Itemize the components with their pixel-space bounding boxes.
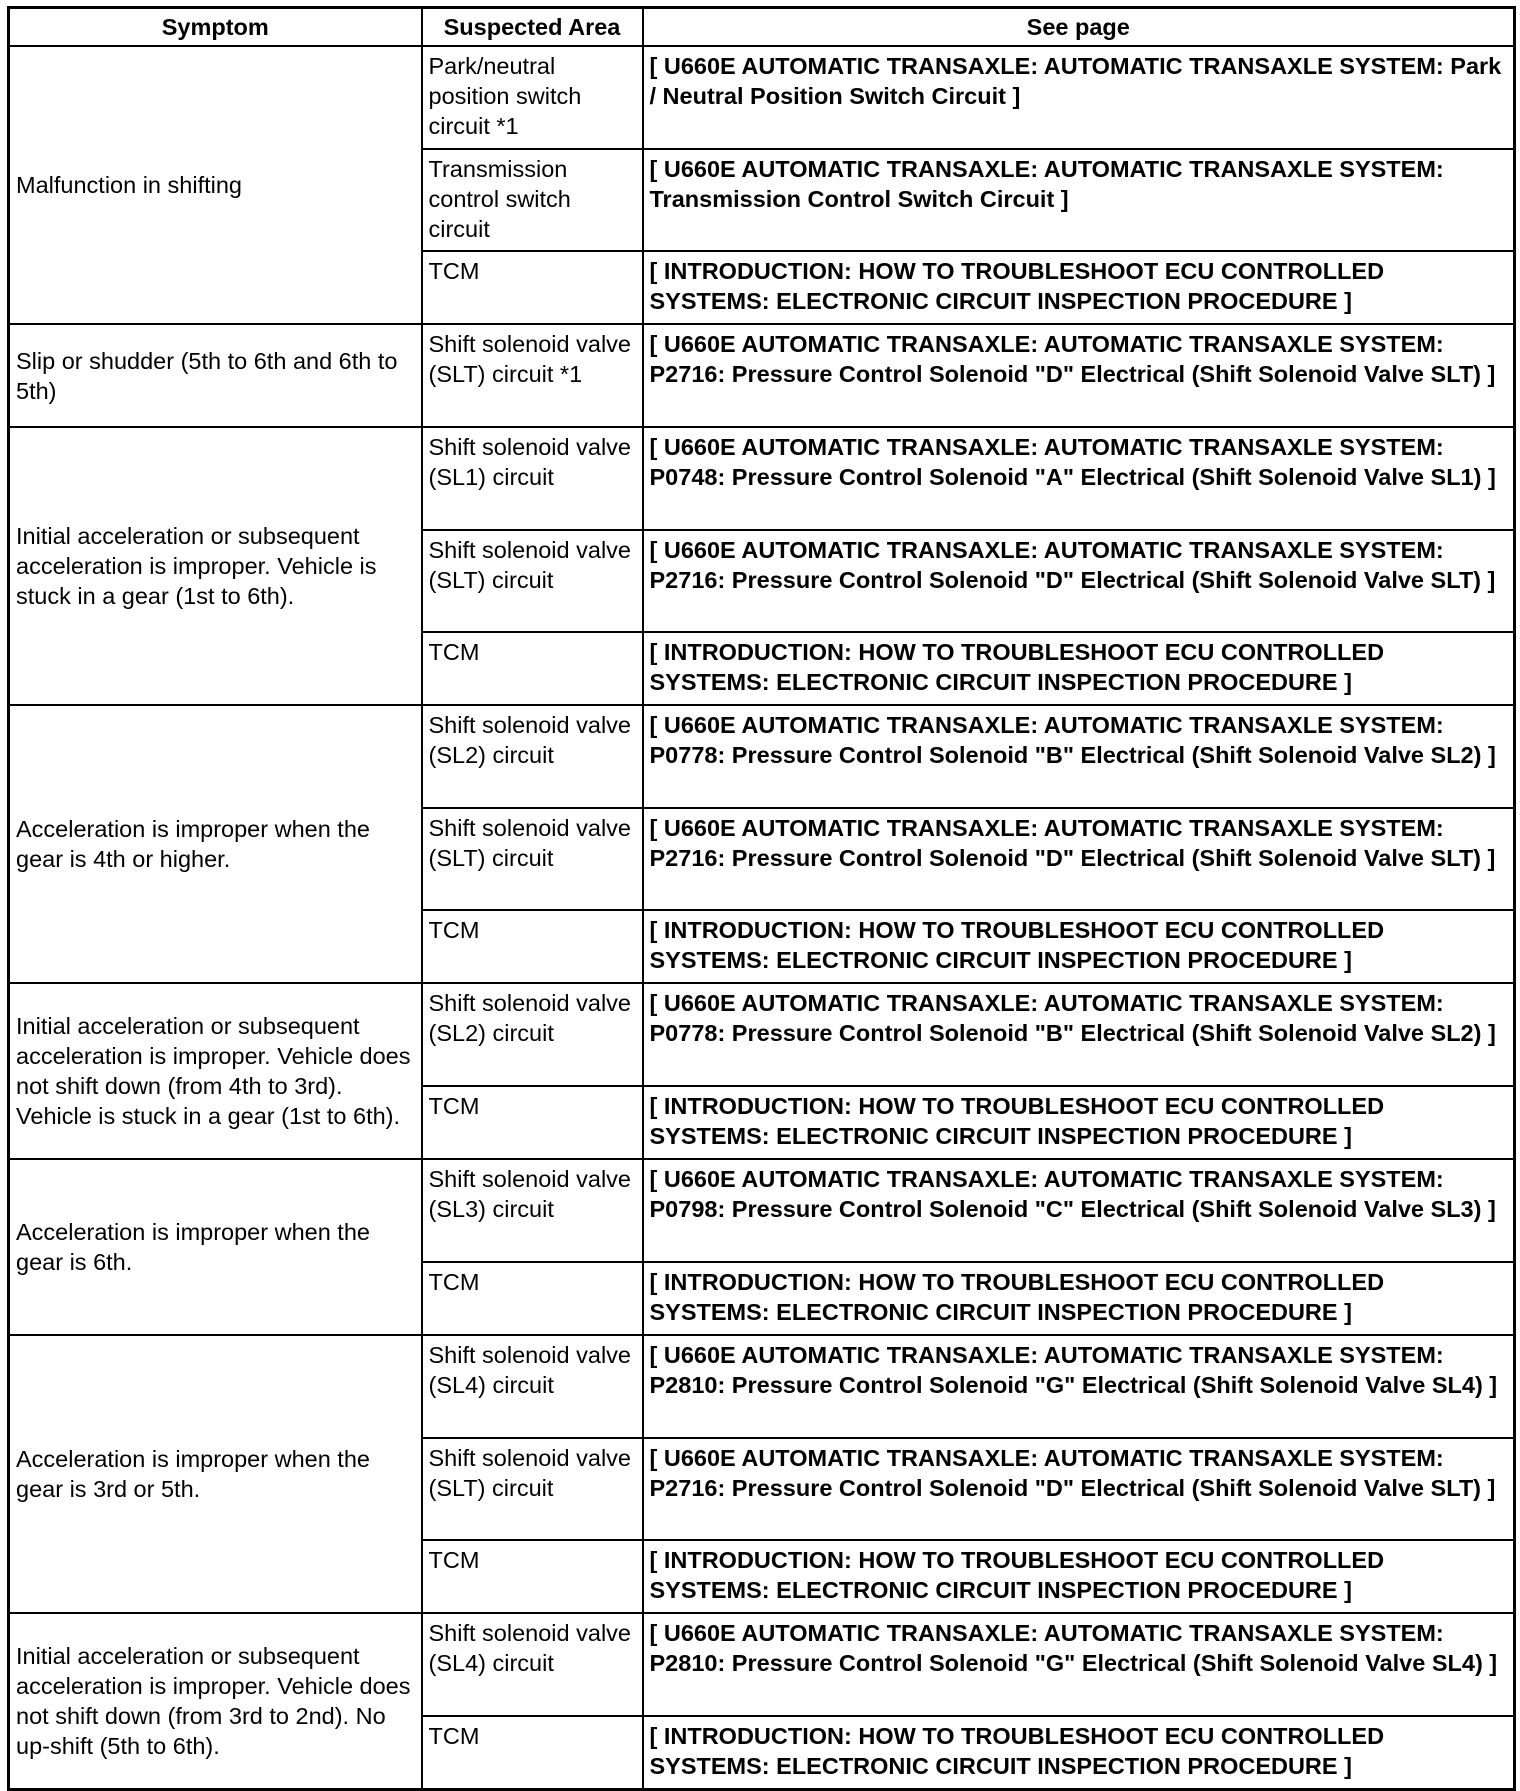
- table-row: [9, 324, 1515, 427]
- suspected-area-cell: Shift solenoid valve (SL4) circuit: [422, 1335, 643, 1438]
- header-symptom: Symptom: [9, 8, 422, 47]
- see-page-link[interactable]: [ INTRODUCTION: HOW TO TROUBLESHOOT ECU CONTROLLED SYSTEMS: ELECTRONIC CIRCUIT INSPECTION PROCEDURE ]: [643, 1262, 1515, 1335]
- suspected-area-cell: Shift solenoid valve (SL2) circuit: [422, 983, 643, 1086]
- table-row: [9, 983, 1515, 1086]
- suspected-area-cell: TCM: [422, 251, 643, 324]
- symptom-cell: Acceleration is improper when the gear is 3rd or 5th.: [9, 1335, 422, 1613]
- see-page-link[interactable]: [ INTRODUCTION: HOW TO TROUBLESHOOT ECU CONTROLLED SYSTEMS: ELECTRONIC CIRCUIT INSPECTION PROCEDURE ]: [643, 1716, 1515, 1789]
- symptom-cell: Acceleration is improper when the gear is 4th or higher.: [9, 705, 422, 983]
- see-page-link[interactable]: [ U660E AUTOMATIC TRANSAXLE: AUTOMATIC TRANSAXLE SYSTEM: P0778: Pressure Control Solenoid "B" Electrical (Shift Solenoid Valve SL2) ]: [643, 983, 1515, 1086]
- suspected-area-cell: Shift solenoid valve (SLT) circuit: [422, 808, 643, 910]
- table-row: [9, 46, 1515, 149]
- table-row: [9, 1159, 1515, 1262]
- symptom-cell: Initial acceleration or subsequent acceleration is improper. Vehicle does not shift down (from 3rd to 2nd). No up-shift (5th to 6th).: [9, 1613, 422, 1789]
- suspected-area-cell: TCM: [422, 1716, 643, 1789]
- table-row: [9, 427, 1515, 530]
- see-page-link[interactable]: [ INTRODUCTION: HOW TO TROUBLESHOOT ECU CONTROLLED SYSTEMS: ELECTRONIC CIRCUIT INSPECTION PROCEDURE ]: [643, 251, 1515, 324]
- suspected-area-cell: TCM: [422, 1540, 643, 1613]
- symptom-cell: Slip or shudder (5th to 6th and 6th to 5th): [9, 324, 422, 427]
- see-page-link[interactable]: [ U660E AUTOMATIC TRANSAXLE: AUTOMATIC TRANSAXLE SYSTEM: P0778: Pressure Control Solenoid "B" Electrical (Shift Solenoid Valve SL2) ]: [643, 705, 1515, 808]
- see-page-link[interactable]: [ U660E AUTOMATIC TRANSAXLE: AUTOMATIC TRANSAXLE SYSTEM: P2810: Pressure Control Solenoid "G" Electrical (Shift Solenoid Valve SL4) ]: [643, 1613, 1515, 1716]
- see-page-link[interactable]: [ U660E AUTOMATIC TRANSAXLE: AUTOMATIC TRANSAXLE SYSTEM: P2716: Pressure Control Solenoid "D" Electrical (Shift Solenoid Valve SLT) ]: [643, 1438, 1515, 1540]
- table-row: [9, 1335, 1515, 1438]
- suspected-area-cell: Shift solenoid valve (SL2) circuit: [422, 705, 643, 808]
- table-row: [9, 705, 1515, 808]
- suspected-area-cell: Park/neutral position switch circuit *1: [422, 46, 643, 149]
- suspected-area-cell: Shift solenoid valve (SL4) circuit: [422, 1613, 643, 1716]
- suspected-area-cell: Transmission control switch circuit: [422, 149, 643, 251]
- suspected-area-cell: TCM: [422, 1086, 643, 1159]
- suspected-area-cell: Shift solenoid valve (SLT) circuit: [422, 530, 643, 632]
- suspected-area-cell: TCM: [422, 632, 643, 705]
- suspected-area-cell: Shift solenoid valve (SLT) circuit: [422, 1438, 643, 1540]
- symptom-cell: Initial acceleration or subsequent acceleration is improper. Vehicle does not shift down (from 4th to 3rd). Vehicle is stuck in a gear (1st to 6th).: [9, 983, 422, 1159]
- see-page-link[interactable]: [ U660E AUTOMATIC TRANSAXLE: AUTOMATIC TRANSAXLE SYSTEM: P2716: Pressure Control Solenoid "D" Electrical (Shift Solenoid Valve SLT) ]: [643, 324, 1515, 427]
- suspected-area-cell: TCM: [422, 1262, 643, 1335]
- see-page-link[interactable]: [ INTRODUCTION: HOW TO TROUBLESHOOT ECU CONTROLLED SYSTEMS: ELECTRONIC CIRCUIT INSPECTION PROCEDURE ]: [643, 910, 1515, 983]
- see-page-link[interactable]: [ U660E AUTOMATIC TRANSAXLE: AUTOMATIC TRANSAXLE SYSTEM: Park / Neutral Position Switch Circuit ]: [643, 46, 1515, 149]
- header-suspected-area: Suspected Area: [422, 8, 643, 47]
- header-row: [9, 8, 1515, 47]
- see-page-link[interactable]: [ U660E AUTOMATIC TRANSAXLE: AUTOMATIC TRANSAXLE SYSTEM: P2716: Pressure Control Solenoid "D" Electrical (Shift Solenoid Valve SLT) ]: [643, 530, 1515, 632]
- symptom-cell: Malfunction in shifting: [9, 46, 422, 324]
- suspected-area-cell: Shift solenoid valve (SL1) circuit: [422, 427, 643, 530]
- see-page-link[interactable]: [ U660E AUTOMATIC TRANSAXLE: AUTOMATIC TRANSAXLE SYSTEM: Transmission Control Switch Circuit ]: [643, 149, 1515, 251]
- suspected-area-cell: Shift solenoid valve (SLT) circuit *1: [422, 324, 643, 427]
- see-page-link[interactable]: [ U660E AUTOMATIC TRANSAXLE: AUTOMATIC TRANSAXLE SYSTEM: P2716: Pressure Control Solenoid "D" Electrical (Shift Solenoid Valve SLT) ]: [643, 808, 1515, 910]
- table-body: [9, 46, 1515, 1789]
- header-see-page: See page: [643, 8, 1515, 47]
- see-page-link[interactable]: [ INTRODUCTION: HOW TO TROUBLESHOOT ECU CONTROLLED SYSTEMS: ELECTRONIC CIRCUIT INSPECTION PROCEDURE ]: [643, 1540, 1515, 1613]
- see-page-link[interactable]: [ U660E AUTOMATIC TRANSAXLE: AUTOMATIC TRANSAXLE SYSTEM: P2810: Pressure Control Solenoid "G" Electrical (Shift Solenoid Valve SL4) ]: [643, 1335, 1515, 1438]
- symptom-table: [7, 6, 1516, 1791]
- see-page-link[interactable]: [ U660E AUTOMATIC TRANSAXLE: AUTOMATIC TRANSAXLE SYSTEM: P0748: Pressure Control Solenoid "A" Electrical (Shift Solenoid Valve SL1) ]: [643, 427, 1515, 530]
- symptom-cell: Acceleration is improper when the gear is 6th.: [9, 1159, 422, 1335]
- see-page-link[interactable]: [ U660E AUTOMATIC TRANSAXLE: AUTOMATIC TRANSAXLE SYSTEM: P0798: Pressure Control Solenoid "C" Electrical (Shift Solenoid Valve SL3) ]: [643, 1159, 1515, 1262]
- suspected-area-cell: TCM: [422, 910, 643, 983]
- see-page-link[interactable]: [ INTRODUCTION: HOW TO TROUBLESHOOT ECU CONTROLLED SYSTEMS: ELECTRONIC CIRCUIT INSPECTION PROCEDURE ]: [643, 1086, 1515, 1159]
- see-page-link[interactable]: [ INTRODUCTION: HOW TO TROUBLESHOOT ECU CONTROLLED SYSTEMS: ELECTRONIC CIRCUIT INSPECTION PROCEDURE ]: [643, 632, 1515, 705]
- symptom-cell: Initial acceleration or subsequent acceleration is improper. Vehicle is stuck in a gear (1st to 6th).: [9, 427, 422, 705]
- suspected-area-cell: Shift solenoid valve (SL3) circuit: [422, 1159, 643, 1262]
- table-row: [9, 1613, 1515, 1716]
